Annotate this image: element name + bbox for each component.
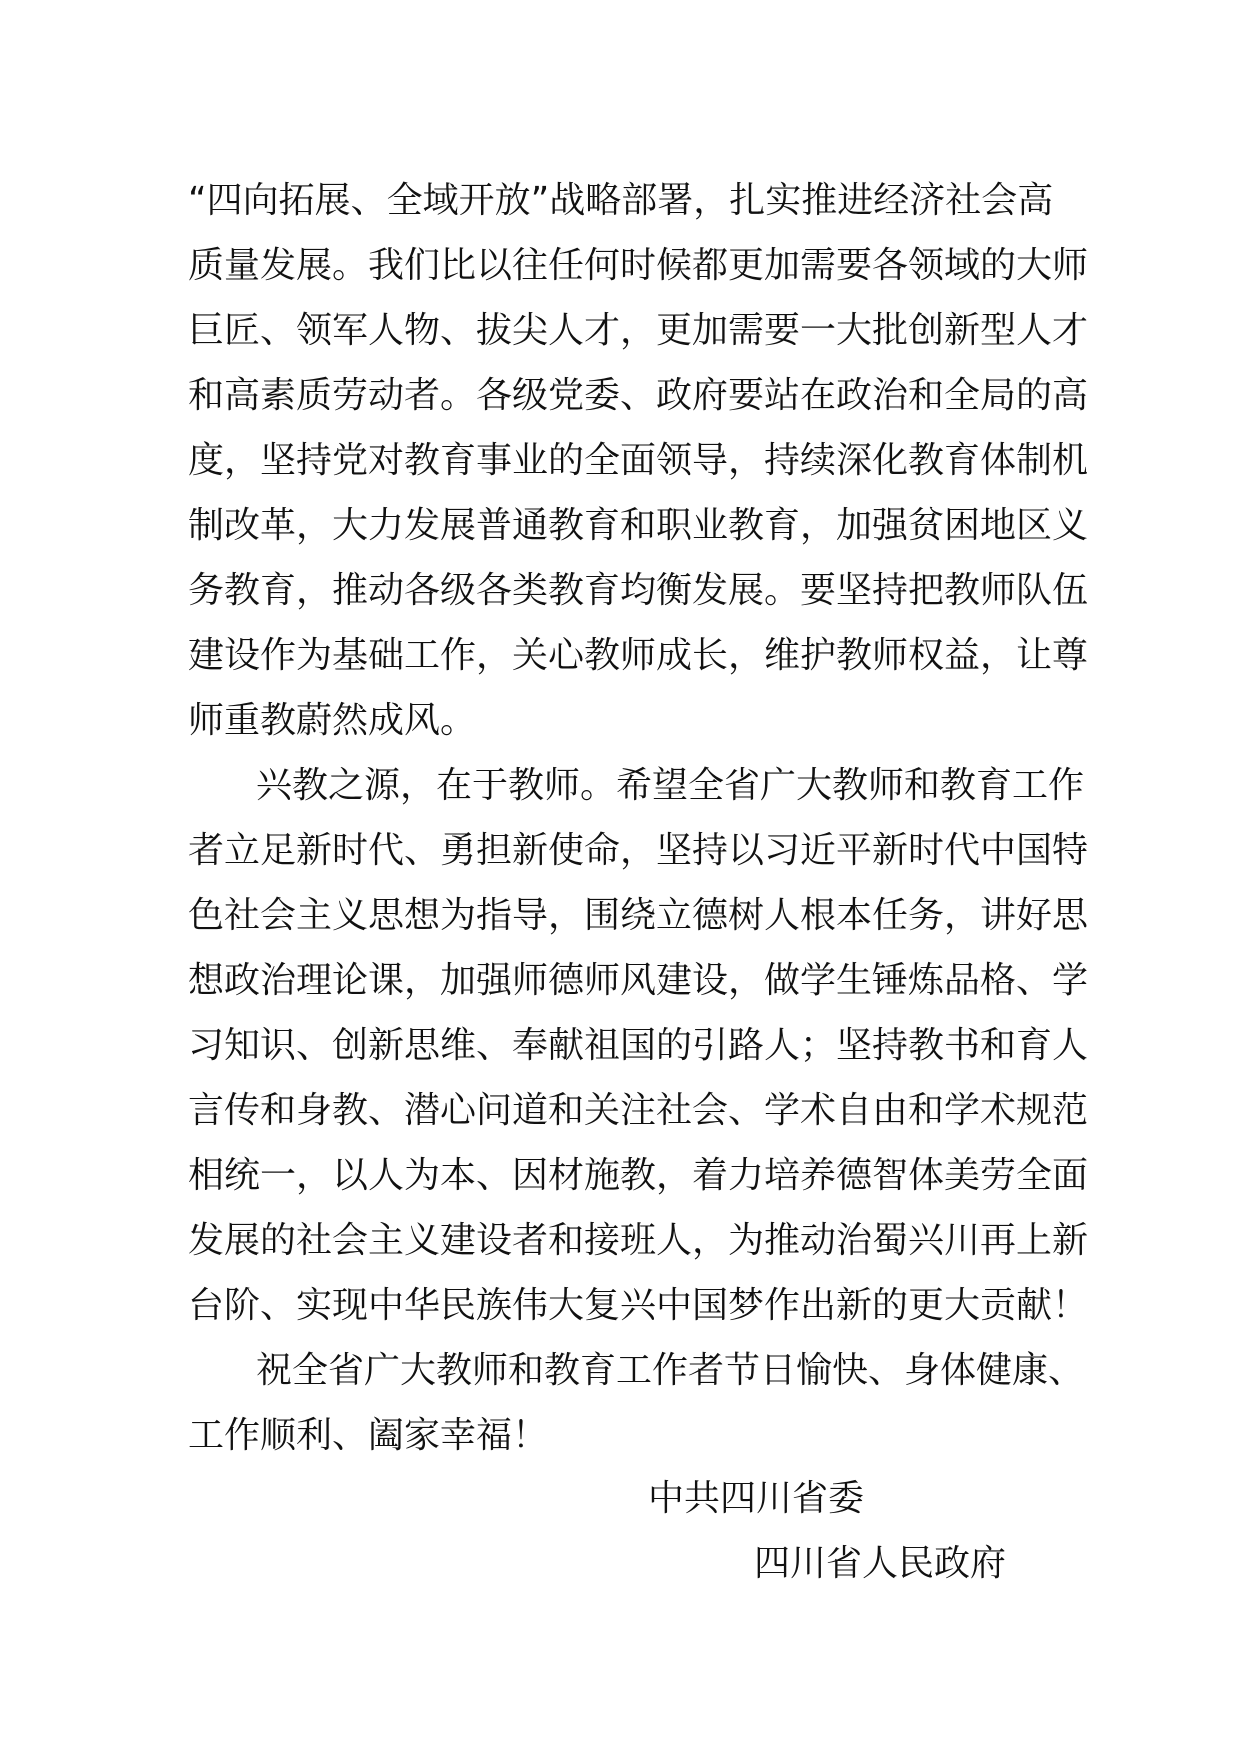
paragraph-1-line-8: 建设作为基础工作，关心教师成长，维护教师权益，让尊 [188, 635, 1089, 676]
paragraph-3-line-2: 工作顺利、阖家幸福！ [188, 1415, 549, 1456]
paragraph-2-line-4: 想政治理论课，加强师德师风建设，做学生锤炼品格、学 [188, 960, 1089, 1001]
paragraph-1-line-5: 度，坚持党对教育事业的全面领导，持续深化教育体制机 [188, 440, 1089, 481]
paragraph-2-line-1: 兴教之源，在于教师。希望全省广大教师和教育工作 [256, 765, 1085, 806]
paragraph-3-line-1: 祝全省广大教师和教育工作者节日愉快、身体健康、 [256, 1350, 1085, 1391]
paragraph-2-line-3: 色社会主义思想为指导，围绕立德树人根本任务，讲好思 [188, 895, 1089, 936]
paragraph-1-line-6: 制改革，大力发展普通教育和职业教育，加强贫困地区义 [188, 505, 1089, 546]
paragraph-2-line-7: 相统一，以人为本、因材施教，着力培养德智体美劳全面 [188, 1155, 1089, 1196]
paragraph-1-line-3: 巨匠、领军人物、拔尖人才，更加需要一大批创新型人才 [188, 310, 1089, 351]
paragraph-2-line-8: 发展的社会主义建设者和接班人，为推动治蜀兴川再上新 [188, 1220, 1089, 1261]
paragraph-1-line-4: 和高素质劳动者。各级党委、政府要站在政治和全局的高 [188, 375, 1089, 416]
signature-provincial-government: 四川省人民政府 [754, 1543, 1007, 1584]
letter-body [188, 168, 1089, 1468]
paragraph-1-line-1: “四向拓展、全域开放”战略部署，扎实推进经济社会高 [188, 180, 1054, 221]
paragraph-1-line-2: 质量发展。我们比以往任何时候都更加需要各领域的大师 [188, 245, 1089, 286]
paragraph-2-line-9: 台阶、实现中华民族伟大复兴中国梦作出新的更大贡献！ [188, 1285, 1089, 1326]
paragraph-2-line-5: 习知识、创新思维、奉献祖国的引路人；坚持教书和育人 [188, 1025, 1089, 1066]
signature-party-committee: 中共四川省委 [648, 1478, 865, 1519]
paragraph-2-line-2: 者立足新时代、勇担新使命，坚持以习近平新时代中国特 [188, 830, 1089, 871]
paragraph-2-line-6: 言传和身教、潜心问道和关注社会、学术自由和学术规范 [188, 1090, 1089, 1131]
paragraph-1-line-9: 师重教蔚然成风。 [188, 700, 477, 741]
paragraph-1-line-7: 务教育，推动各级各类教育均衡发展。要坚持把教师队伍 [188, 570, 1089, 611]
